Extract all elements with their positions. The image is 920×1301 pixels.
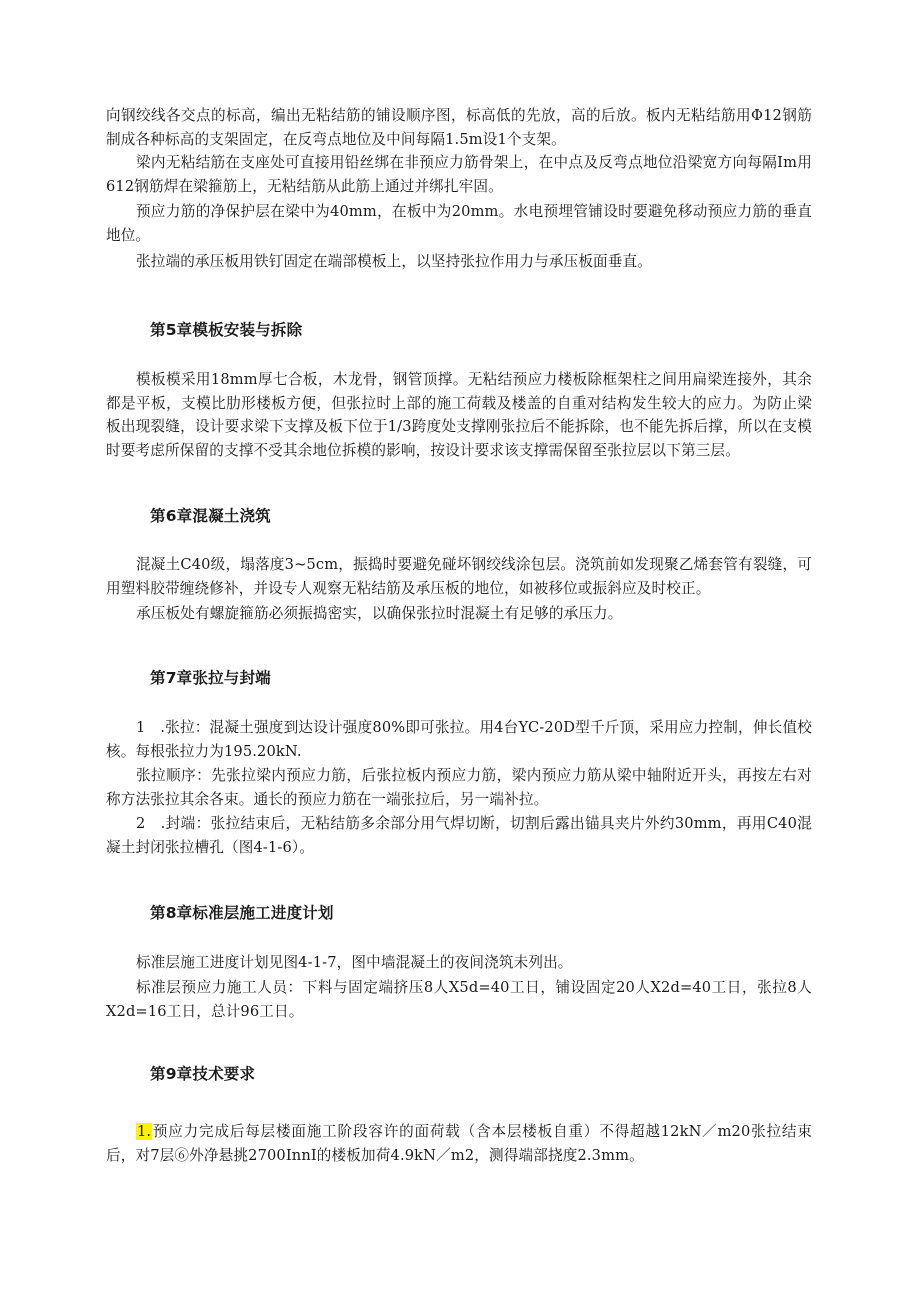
paragraph: 承压板处有螺旋箍筋必须振捣密实，以确保张拉时混凝土有足够的承压力。 [136,605,623,622]
paragraph: 梁内无粘结筋在支座处可直接用铅丝绑在非预应力筋骨架上，在中点及反弯点地位沿梁宽方向每隔Im用612钢筋焊在梁箍筋上，无粘结筋从此筋上通过并绑扎牢固。 [106,154,812,195]
paragraph-text: 预应力完成后每层楼面施工阶段容许的面荷载（含本层楼板自重）不得超越12kN／m20张拉结束后，对7层⑥外净悬挑2700InnI的楼板加荷4.9kN／m2，测得端部挠度2.3mm。 [106,1123,812,1164]
chapter-9-heading: 第9章技术要求 [150,1065,256,1083]
paragraph: 预应力筋的净保护层在梁中为40mm，在板中为20mm。水电预埋管铺设时要避免移动预应力筋的垂直地位。 [106,203,812,244]
paragraph: 标准层预应力施工人员：下料与固定端挤压8人X5d=40工日，铺设固定20人X2d=40工日，张拉8人X2d=16工日，总计96工日。 [106,979,812,1020]
paragraph: 向钢绞线各交点的标高，编出无粘结筋的铺设顺序图，标高低的先放，高的后放。板内无粘结筋用Φ12钢筋制成各种标高的支架固定，在反弯点地位及中间每隔1.5m设1个支架。 [106,107,812,148]
highlighted-list-marker: 1. [137,1123,152,1140]
paragraph: 1 .张拉：混凝土强度到达设计强度80%即可张拉。用4台YC-20D型千斤顶，采用应力控制，伸长值校核。每根张拉力为195.20kN. [106,719,812,760]
paragraph: 模板模采用18mm厚七合板，木龙骨，钢管顶撑。无粘结预应力楼板除框架柱之间用扁梁连接外，其余都是平板，支模比肋形楼板方便，但张拉时上部的施工荷载及楼盖的自重对结构发生较大的应力。为防止梁板出现裂缝，设计要求梁下支撑及板下位于1/3跨度处支撑刚张拉后不能拆除，也不能先拆后撑，所以在支模时要考虑所保留的支撑不受其余地位拆模的影响，按设计要求该支撑需保留至张拉层以下第三层。 [106,371,812,459]
paragraph: 标准层施工进度计划见图4-1-7，图中墙混凝土的夜间浇筑未列出。 [136,954,573,971]
chapter-8-heading: 第8章标准层施工进度计划 [150,904,334,922]
paragraph [106,1120,812,1167]
paragraph: 张拉顺序：先张拉梁内预应力筋，后张拉板内预应力筋，梁内预应力筋从梁中轴附近开头，再按左右对称方法张拉其余各束。通长的预应力筋在一端张拉后，另一端补拉。 [106,767,812,808]
paragraph: 张拉端的承压板用铁钉固定在端部模板上，以坚持张拉作用力与承压板面垂直。 [136,253,653,270]
chapter-7-heading: 第7章张拉与封端 [150,669,271,687]
chapter-5-heading: 第5章模板安装与拆除 [150,321,303,339]
paragraph: 混凝土C40级，塌落度3~5cm，振捣时要避免碰坏钢绞线涂包层。浇筑前如发现聚乙烯套管有裂缝，可用塑料胶带缠绕修补，并设专人观察无粘结筋及承压板的地位，如被移位或振斜应及时校正。 [106,556,812,597]
paragraph: 2 .封端：张拉结束后，无粘结筋多余部分用气焊切断，切割后露出锚具夹片外约30mm，再用C40混凝土封闭张拉槽孔（图4-1-6）。 [106,815,812,856]
chapter-6-heading: 第6章混凝土浇筑 [150,507,271,525]
